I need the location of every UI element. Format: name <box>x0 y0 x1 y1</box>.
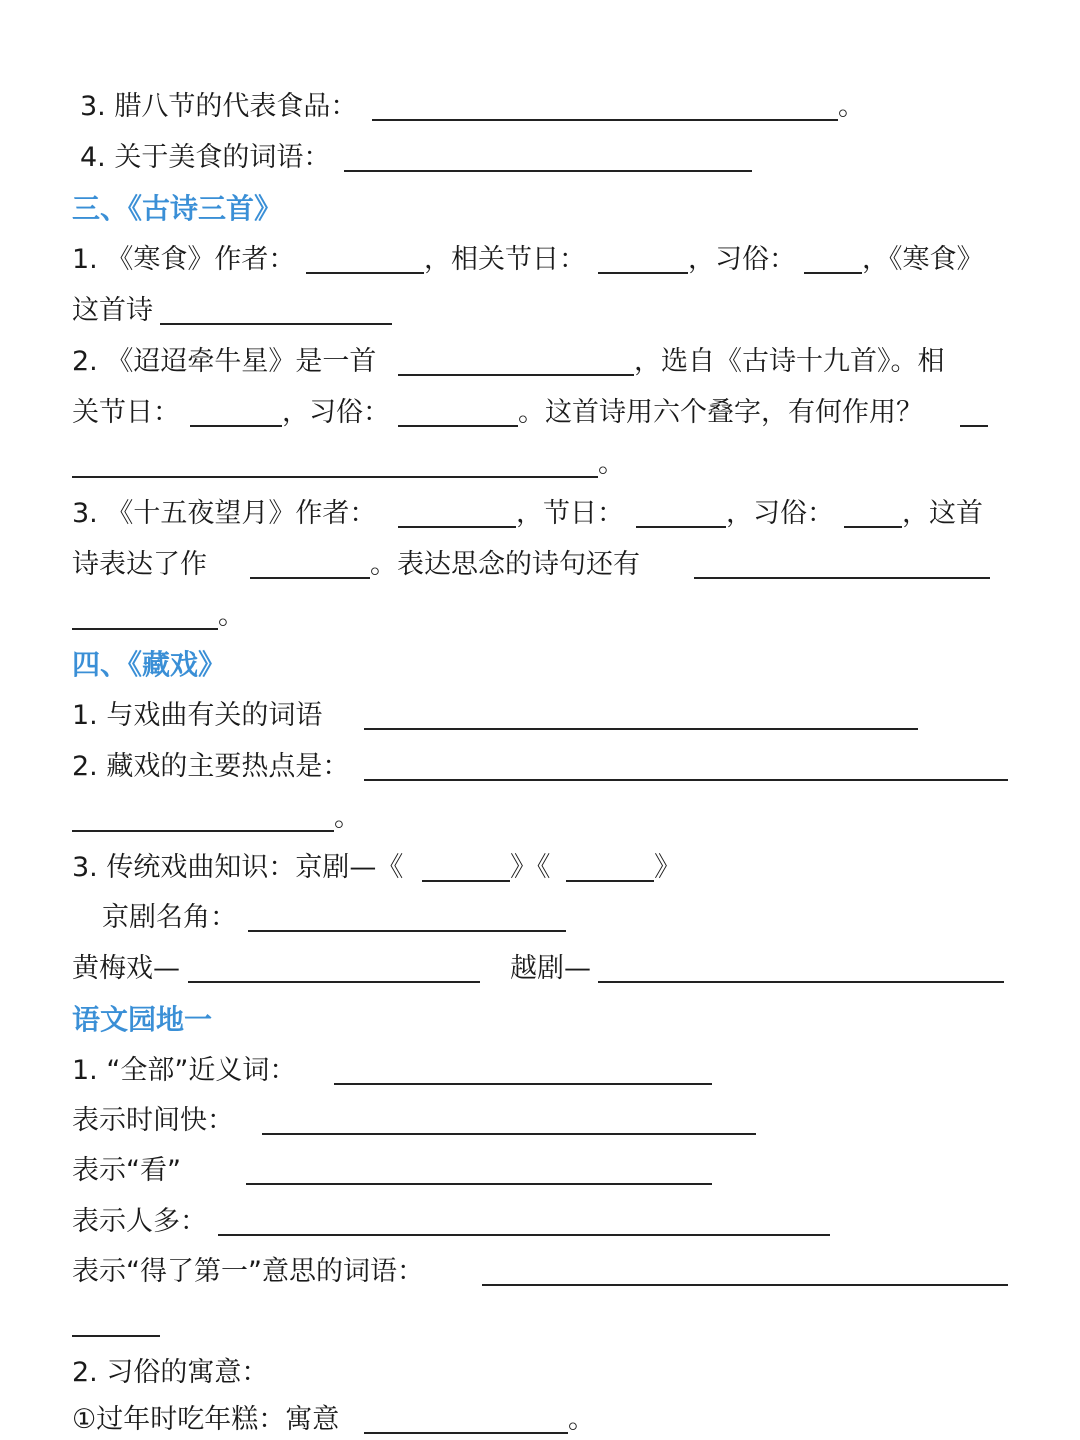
section-heading <box>0 1000 1080 1040</box>
answer-blank[interactable] <box>398 526 516 528</box>
answer-blank[interactable] <box>482 1284 1008 1286</box>
question-text: 4. 关于美食的词语： <box>80 142 331 173</box>
question-row <box>0 1051 1080 1091</box>
answer-blank[interactable] <box>72 628 218 630</box>
answer-blank[interactable] <box>364 728 918 730</box>
question-row <box>0 342 1080 382</box>
answer-blank[interactable] <box>250 577 370 579</box>
answer-blank[interactable] <box>422 880 510 882</box>
question-text: ，选自《古诗十九首》。相 <box>634 346 945 377</box>
answer-blank[interactable] <box>334 1083 712 1085</box>
question-row <box>0 1400 1080 1440</box>
answer-blank[interactable] <box>364 1432 568 1434</box>
question-text: 。表达思念的诗句还有 <box>370 549 640 580</box>
answer-blank[interactable] <box>248 930 566 932</box>
punctuation: 。 <box>838 91 865 122</box>
section-title: 四、《藏戏》 <box>72 648 227 681</box>
answer-blank[interactable] <box>344 170 752 172</box>
answer-blank[interactable] <box>364 779 1008 781</box>
answer-blank[interactable] <box>372 119 838 121</box>
answer-blank[interactable] <box>72 476 598 478</box>
question-text: ，习俗： <box>726 498 834 529</box>
answer-blank[interactable] <box>218 1234 830 1236</box>
question-text: ，习俗： <box>282 397 390 428</box>
question-text: 京剧名角： <box>102 902 237 933</box>
question-row <box>0 596 1080 636</box>
question-text: 1. “全部”近义词： <box>72 1055 297 1086</box>
question-text: 表示“得了第一”意思的词语： <box>72 1256 424 1287</box>
question-text: 1. 与戏曲有关的词语 <box>72 700 323 731</box>
answer-blank[interactable] <box>844 526 902 528</box>
question-text: 3. 腊八节的代表食品： <box>80 91 358 122</box>
question-text: ，《寒食》 <box>862 244 984 275</box>
question-row <box>0 848 1080 888</box>
question-text: 》 <box>654 852 681 883</box>
answer-blank[interactable] <box>190 425 282 427</box>
punctuation: 。 <box>568 1404 595 1435</box>
answer-blank[interactable] <box>694 577 990 579</box>
answer-blank[interactable] <box>72 1335 160 1337</box>
section-heading <box>0 645 1080 685</box>
question-text: 2. 《迢迢牵牛星》是一首 <box>72 346 377 377</box>
question-row <box>0 291 1080 331</box>
question-row <box>0 240 1080 280</box>
question-text: ，习俗： <box>688 244 796 275</box>
answer-blank[interactable] <box>306 272 424 274</box>
answer-blank[interactable] <box>72 830 334 832</box>
question-row <box>0 949 1080 989</box>
answer-blank[interactable] <box>804 272 862 274</box>
answer-blank[interactable] <box>398 374 634 376</box>
section-heading <box>0 189 1080 229</box>
question-text: 这首诗 <box>72 295 153 326</box>
answer-blank[interactable] <box>262 1133 756 1135</box>
question-row <box>0 1252 1080 1292</box>
question-row <box>0 1202 1080 1242</box>
question-row <box>0 747 1080 787</box>
question-text: 3. 传统戏曲知识：京剧—《 <box>72 852 404 883</box>
answer-blank[interactable] <box>636 526 726 528</box>
section-title: 三、《古诗三首》 <box>72 192 283 225</box>
question-text: 1. 《寒食》作者： <box>72 244 296 275</box>
punctuation: 。 <box>598 448 625 479</box>
question-text: 黄梅戏— <box>72 953 180 984</box>
question-row <box>0 1303 1080 1343</box>
answer-blank[interactable] <box>598 981 1004 983</box>
question-text: 表示人多： <box>72 1206 207 1237</box>
question-text: ①过年时吃年糕：寓意 <box>72 1404 340 1435</box>
answer-blank[interactable] <box>188 981 480 983</box>
question-row <box>0 898 1080 938</box>
question-row <box>0 1353 1080 1393</box>
answer-blank[interactable] <box>398 425 518 427</box>
question-text: 3. 《十五夜望月》作者： <box>72 498 377 529</box>
answer-blank[interactable] <box>566 880 654 882</box>
question-text: 诗表达了作 <box>72 549 207 580</box>
question-text: 》《 <box>510 852 551 883</box>
section-title: 语文园地一 <box>72 1003 213 1036</box>
question-row <box>0 393 1080 433</box>
question-text: 越剧— <box>510 953 591 984</box>
question-row <box>0 545 1080 585</box>
answer-blank[interactable] <box>960 425 988 427</box>
question-row <box>0 696 1080 736</box>
answer-blank[interactable] <box>160 323 392 325</box>
punctuation: 。 <box>334 802 361 833</box>
question-row <box>0 494 1080 534</box>
question-text: ，相关节日： <box>424 244 586 275</box>
punctuation: 。 <box>218 600 245 631</box>
question-text: 表示时间快： <box>72 1105 234 1136</box>
question-row <box>0 1101 1080 1141</box>
question-text: 。这首诗用六个叠字，有何作用？ <box>518 397 923 428</box>
question-text: ，这首 <box>902 498 983 529</box>
question-row <box>0 444 1080 484</box>
question-text: ，节日： <box>516 498 624 529</box>
question-text: 关节日： <box>72 397 180 428</box>
question-row <box>0 87 1080 127</box>
answer-blank[interactable] <box>598 272 688 274</box>
question-row <box>0 138 1080 178</box>
answer-blank[interactable] <box>246 1183 712 1185</box>
question-row <box>0 1151 1080 1191</box>
question-row <box>0 798 1080 838</box>
question-text: 表示“看” <box>72 1155 181 1186</box>
question-text: 2. 习俗的寓意： <box>72 1357 269 1388</box>
question-text: 2. 藏戏的主要热点是： <box>72 751 350 782</box>
